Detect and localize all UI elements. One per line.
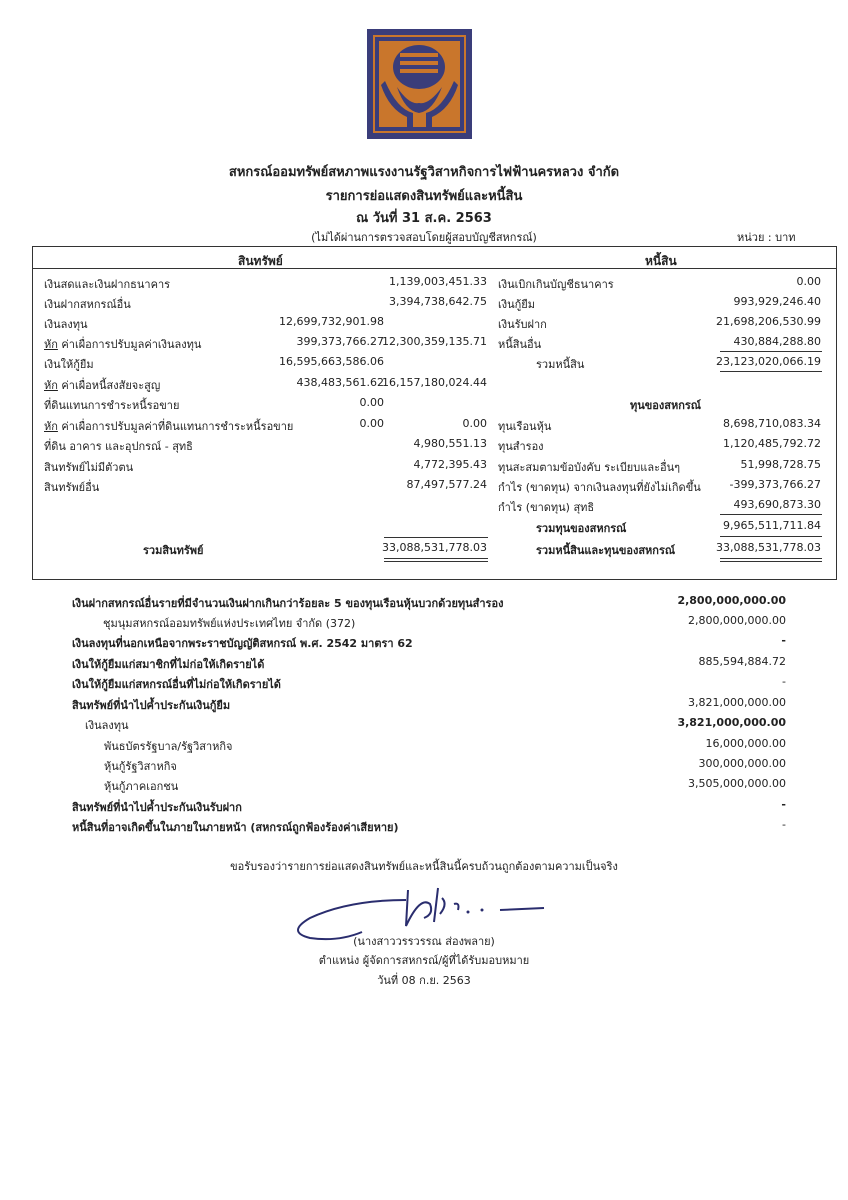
- equity-label: กำไร (ขาดทุน) จากเงินลงทุนที่ยังไม่เกิดขึ้น: [498, 481, 701, 494]
- deduct-prefix: หัก: [44, 379, 58, 392]
- asset-value: 0.00: [462, 417, 487, 430]
- asset-label-text: ค่าเผื่อการปรับมูลค่าเงินลงทุน: [57, 338, 202, 351]
- equity-label: ทุนสะสมตามข้อบังคับ ระเบียบและอื่นๆ: [498, 461, 681, 474]
- asset-value: 87,497,577.24: [406, 478, 487, 491]
- equity-value: -399,373,766.27: [729, 478, 821, 491]
- note-label: เงินให้กู้ยืมแก่สหกรณ์อื่นที่ไม่ก่อให้เกิดรายได้: [72, 678, 281, 691]
- asset-subvalue: 12,699,732,901.98: [279, 315, 384, 328]
- grand-total-value: 33,088,531,778.03: [716, 541, 821, 554]
- equity-label: ทุนเรือนหุ้น: [498, 420, 552, 433]
- liability-value: 430,884,288.80: [733, 335, 821, 348]
- asset-value: 1,139,003,451.33: [389, 275, 487, 288]
- signer-name: (นางสาววรรวรรณ ส่องพลาย): [353, 935, 495, 948]
- equity-value: 1,120,485,792.72: [723, 437, 821, 450]
- asset-label: เงินฝากสหกรณ์อื่น: [44, 298, 131, 311]
- report-title: รายการย่อแสดงสินทรัพย์และหนี้สิน: [325, 189, 523, 204]
- equity-heading: ทุนของสหกรณ์: [630, 399, 702, 412]
- note-value: 3,821,000,000.00: [688, 696, 786, 709]
- liabilities-total-label: รวมหนี้สิน: [536, 358, 585, 371]
- asset-label-text: ค่าเผื่อการปรับมูลค่าที่ดินแทนการชำระหนี้รอขาย: [57, 420, 294, 433]
- asset-value: 16,157,180,024.44: [382, 376, 487, 389]
- note-value: 2,800,000,000.00: [677, 594, 786, 607]
- asset-value: 3,394,738,642.75: [389, 295, 487, 308]
- asset-subvalue: 16,595,663,586.06: [279, 355, 384, 368]
- equity-total-underline: [720, 536, 822, 537]
- equity-value: 8,698,710,083.34: [723, 417, 821, 430]
- equity-value: 493,690,873.30: [733, 498, 821, 511]
- asset-label: [44, 376, 160, 394]
- asset-label: เงินให้กู้ยืม: [44, 358, 94, 371]
- asset-subvalue: 0.00: [359, 396, 384, 409]
- report-date: ณ วันที่ 31 ส.ค. 2563: [356, 211, 492, 226]
- cooperative-logo: [367, 29, 472, 139]
- note-label: เงินฝากสหกรณ์อื่นรายที่มีจำนวนเงินฝากเกินกว่าร้อยละ 5 ของทุนเรือนหุ้นบวกด้วยทุนสำรอง: [72, 597, 504, 610]
- note-value: -: [782, 818, 786, 831]
- note-value: 885,594,884.72: [698, 655, 786, 668]
- equity-label: ทุนสำรอง: [498, 440, 544, 453]
- deduct-prefix: หัก: [44, 420, 58, 433]
- note-label: สินทรัพย์ที่นำไปค้ำประกันเงินรับฝาก: [72, 801, 242, 814]
- asset-total-double-rule: [384, 558, 488, 562]
- asset-label: ที่ดินแทนการชำระหนี้รอขาย: [44, 399, 180, 412]
- note-label: พันธบัตรรัฐบาล/รัฐวิสาหกิจ: [104, 740, 233, 753]
- equity-total-rule: [720, 514, 822, 515]
- asset-subvalue: 399,373,766.27: [296, 335, 384, 348]
- note-value: 300,000,000.00: [698, 757, 786, 770]
- asset-subvalue: 438,483,561.62: [296, 376, 384, 389]
- signature-date: วันที่ 08 ก.ย. 2563: [377, 974, 471, 987]
- asset-value: 12,300,359,135.71: [382, 335, 487, 348]
- note-label: เงินให้กู้ยืมแก่สมาชิกที่ไม่ก่อให้เกิดรายได้: [72, 658, 265, 671]
- liability-value: 993,929,246.40: [733, 295, 821, 308]
- certification-statement: ขอรับรองว่ารายการย่อแสดงสินทรัพย์และหนี้สินนี้ครบถ้วนถูกต้องตามความเป็นจริง: [230, 860, 618, 873]
- liability-label: เงินเบิกเกินบัญชีธนาคาร: [498, 278, 614, 291]
- note-label: หุ้นกู้ภาคเอกชน: [104, 780, 179, 793]
- grand-total-label: รวมหนี้สินและทุนของสหกรณ์: [536, 544, 676, 557]
- equity-total-value: 9,965,511,711.84: [723, 519, 821, 532]
- asset-subvalue: 0.00: [359, 417, 384, 430]
- asset-total-rule: [384, 537, 488, 538]
- asset-label: ที่ดิน อาคาร และอุปกรณ์ - สุทธิ: [44, 440, 193, 453]
- assets-heading: สินทรัพย์: [238, 254, 283, 268]
- note-label: หุ้นกู้รัฐวิสาหกิจ: [104, 760, 177, 773]
- grand-total-double-rule: [720, 558, 822, 562]
- liability-label: หนี้สินอื่น: [498, 338, 542, 351]
- note-value: -: [781, 634, 786, 647]
- logo-emblem-icon: [367, 29, 472, 139]
- note-label: เงินลงทุน: [85, 719, 129, 732]
- note-label: หนี้สินที่อาจเกิดขึ้นในภายในภายหน้า (สหกรณ์ถูกฟ้องร้องค่าเสียหาย): [72, 821, 399, 834]
- liabilities-total-value: 23,123,020,066.19: [716, 355, 821, 368]
- assets-total-value: 33,088,531,778.03: [382, 541, 487, 554]
- liability-total-rule: [720, 351, 822, 352]
- equity-value: 51,998,728.75: [740, 458, 821, 471]
- note-value: -: [781, 798, 786, 811]
- note-label: ชุมนุมสหกรณ์ออมทรัพย์แห่งประเทศไทย จำกัด (372): [103, 617, 356, 630]
- organization-name: สหกรณ์ออมทรัพย์สหภาพแรงงานรัฐวิสาหกิจการไฟฟ้านครหลวง จำกัด: [228, 165, 620, 180]
- liability-value: 0.00: [796, 275, 821, 288]
- asset-value: 4,980,551.13: [413, 437, 487, 450]
- note-value: -: [782, 675, 786, 688]
- liabilities-heading: หนี้สิน: [645, 254, 677, 268]
- audit-note: (ไม่ได้ผ่านการตรวจสอบโดยผู้สอบบัญชีสหกรณ์): [311, 231, 537, 244]
- liability-label: เงินรับฝาก: [498, 318, 547, 331]
- note-label: เงินลงทุนที่นอกเหนือจากพระราชบัญญัติสหกรณ์ พ.ศ. 2542 มาตรา 62: [72, 637, 413, 650]
- deduct-prefix: หัก: [44, 338, 58, 351]
- asset-label: เงินลงทุน: [44, 318, 88, 331]
- liability-label: เงินกู้ยืม: [498, 298, 536, 311]
- asset-value: 4,772,395.43: [413, 458, 487, 471]
- liability-value: 21,698,206,530.99: [716, 315, 821, 328]
- asset-label: [44, 417, 293, 435]
- asset-label: สินทรัพย์อื่น: [44, 481, 100, 494]
- asset-label-text: ค่าเผื่อหนี้สงสัยจะสูญ: [57, 379, 161, 392]
- assets-total-label: รวมสินทรัพย์: [143, 544, 204, 557]
- asset-label: [44, 335, 201, 353]
- note-value: 3,505,000,000.00: [688, 777, 786, 790]
- liability-total-underline: [720, 371, 822, 372]
- asset-label: สินทรัพย์ไม่มีตัวตน: [44, 461, 134, 474]
- equity-label: กำไร (ขาดทุน) สุทธิ: [498, 501, 595, 514]
- equity-total-label: รวมทุนของสหกรณ์: [536, 522, 627, 535]
- signer-position: ตำแหน่ง ผู้จัดการสหกรณ์/ผู้ที่ได้รับมอบหมาย: [318, 954, 530, 967]
- note-value: 16,000,000.00: [705, 737, 786, 750]
- table-header-divider: [32, 268, 837, 269]
- asset-label: เงินสดและเงินฝากธนาคาร: [44, 278, 171, 291]
- note-value: 2,800,000,000.00: [688, 614, 786, 627]
- note-value: 3,821,000,000.00: [677, 716, 786, 729]
- unit-label: หน่วย : บาท: [737, 231, 796, 244]
- note-label: สินทรัพย์ที่นำไปค้ำประกันเงินกู้ยืม: [72, 699, 231, 712]
